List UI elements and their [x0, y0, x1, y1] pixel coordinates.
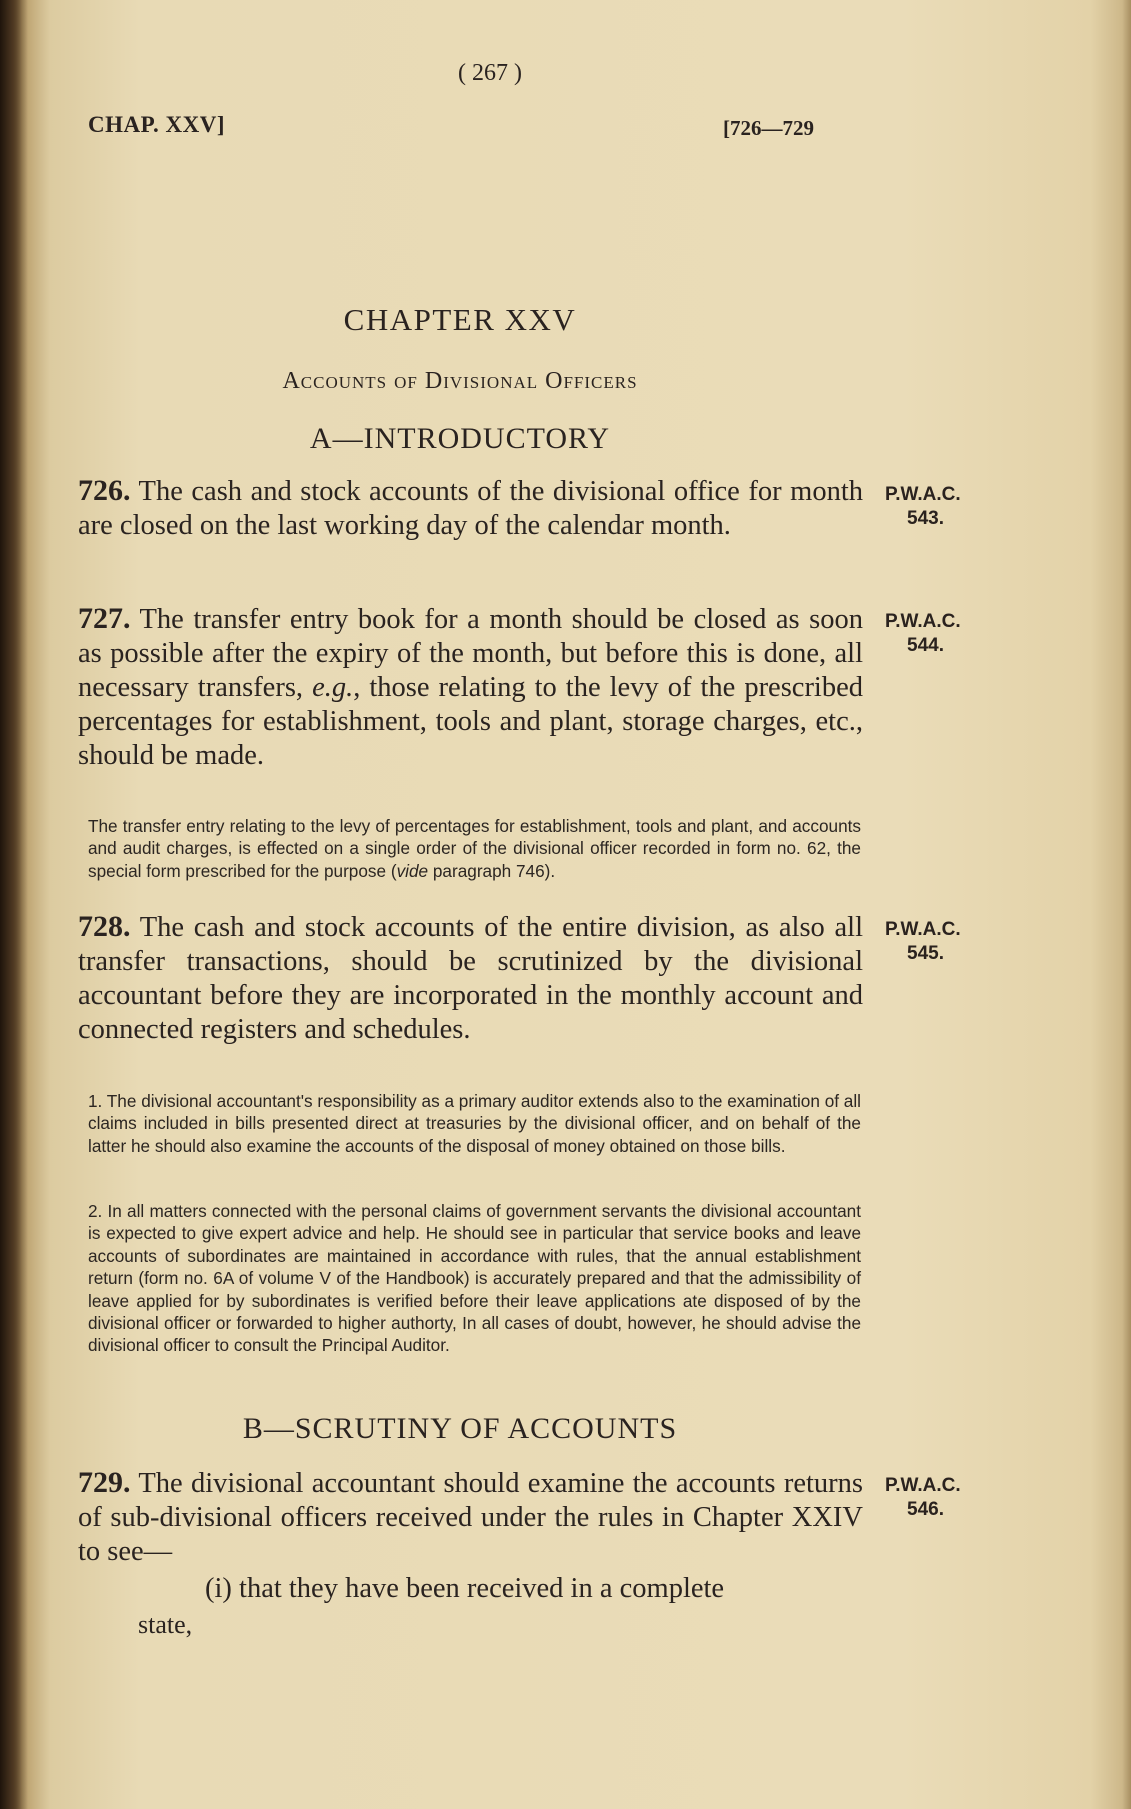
margin-code: P.W.A.C.: [885, 919, 961, 940]
paragraph-abbreviation: e.g.: [312, 672, 354, 703]
paragraph-727: [78, 602, 863, 773]
paragraph-number: 726.: [78, 474, 131, 507]
clause-i-continued: state,: [138, 1610, 193, 1639]
margin-reference-726: [885, 483, 995, 531]
margin-reference-728: [885, 918, 995, 966]
running-head-paragraph-range: [726—729: [723, 116, 814, 140]
paragraph-number: 728.: [78, 910, 131, 943]
paragraph-text: The transfer entry book for a month should be closed as soon as possible after the expiry of the month, but before this is done, all necessary transfers,: [78, 604, 863, 703]
paragraph-729: [78, 1466, 863, 1569]
note-727: [88, 815, 861, 882]
paragraph-728: [78, 910, 863, 1047]
section-heading-b: B—SCRUTINY OF ACCOUNTS: [242, 1412, 678, 1445]
paragraph-726: [78, 474, 863, 543]
spine-shadow: [0, 0, 28, 1809]
margin-ref-number: 544.: [907, 635, 944, 656]
paragraph-text: The cash and stock accounts of the entire division, as also all transfer transactions, should be scrutinized by the divisional accountant before they are incorporated in the monthly account and connected registers and schedules.: [78, 912, 863, 1045]
note-728-2: 2. In all matters connected with the personal claims of government servants the divisional accountant is expected to give expert advice and help. He should see in particular that service books and leave accounts of subordinates are maintained in accordance with rules, that the annual establishment return (form no. 6A of volume V of the Handbook) is accurately prepared and that the admissibility of leave applied for by subordinates is verified before their leave applications ate disposed of by the divisional officer or forwarded to higher authorty, In all cases of doubt, however, he should advise the divisional officer to consult the Principal Auditor.: [88, 1201, 861, 1356]
running-head-chapter: CHAP. XXV]: [88, 112, 226, 137]
margin-code: P.W.A.C.: [885, 611, 961, 632]
section-heading-a: A—INTRODUCTORY: [309, 422, 611, 455]
chapter-subtitle: Accounts of Divisional Officers: [282, 368, 638, 394]
clause-i: (i) that they have been received in a complete: [205, 1573, 725, 1604]
chapter-title: CHAPTER XXV: [343, 302, 577, 337]
page-number: ( 267 ): [458, 60, 522, 86]
note-vide: vide: [396, 860, 429, 881]
note-728-1: 1. The divisional accountant's responsibility as a primary auditor extends also to the examination of all claims included in bills presented direct at treasuries by the divisional officer, and on behalf of the latter he should also examine the accounts of the disposal of money obtained on those bills.: [88, 1091, 862, 1156]
paragraph-text: The cash and stock accounts of the divisional office for month are closed on the last working day of the calendar month.: [78, 476, 863, 541]
margin-code: P.W.A.C.: [885, 1475, 961, 1496]
margin-reference-727: [885, 610, 995, 658]
paragraph-number: 729.: [78, 1466, 131, 1499]
note-text: The transfer entry relating to the levy of percentages for establishment, tools and plant, and accounts and audit charges, is effected on a single order of the divisional officer recorded in form no. 62, the special form prescribed for the purpose (: [88, 816, 861, 881]
margin-ref-number: 546.: [907, 1499, 944, 1520]
margin-reference-729: [885, 1474, 995, 1522]
margin-code: P.W.A.C.: [885, 484, 961, 505]
margin-ref-number: 543.: [907, 508, 944, 529]
paragraph-text: The divisional accountant should examine the accounts returns of sub-divisional officers received under the rules in Chapter XXIV to see—: [78, 1468, 863, 1567]
note-text-continued: paragraph 746).: [428, 860, 556, 881]
paragraph-text-continued: , those relating to the levy of the prescribed percentages for establishment, tools and plant, storage charges, etc., should be made.: [78, 672, 864, 771]
paragraph-number: 727.: [78, 602, 131, 635]
margin-ref-number: 545.: [907, 943, 944, 964]
